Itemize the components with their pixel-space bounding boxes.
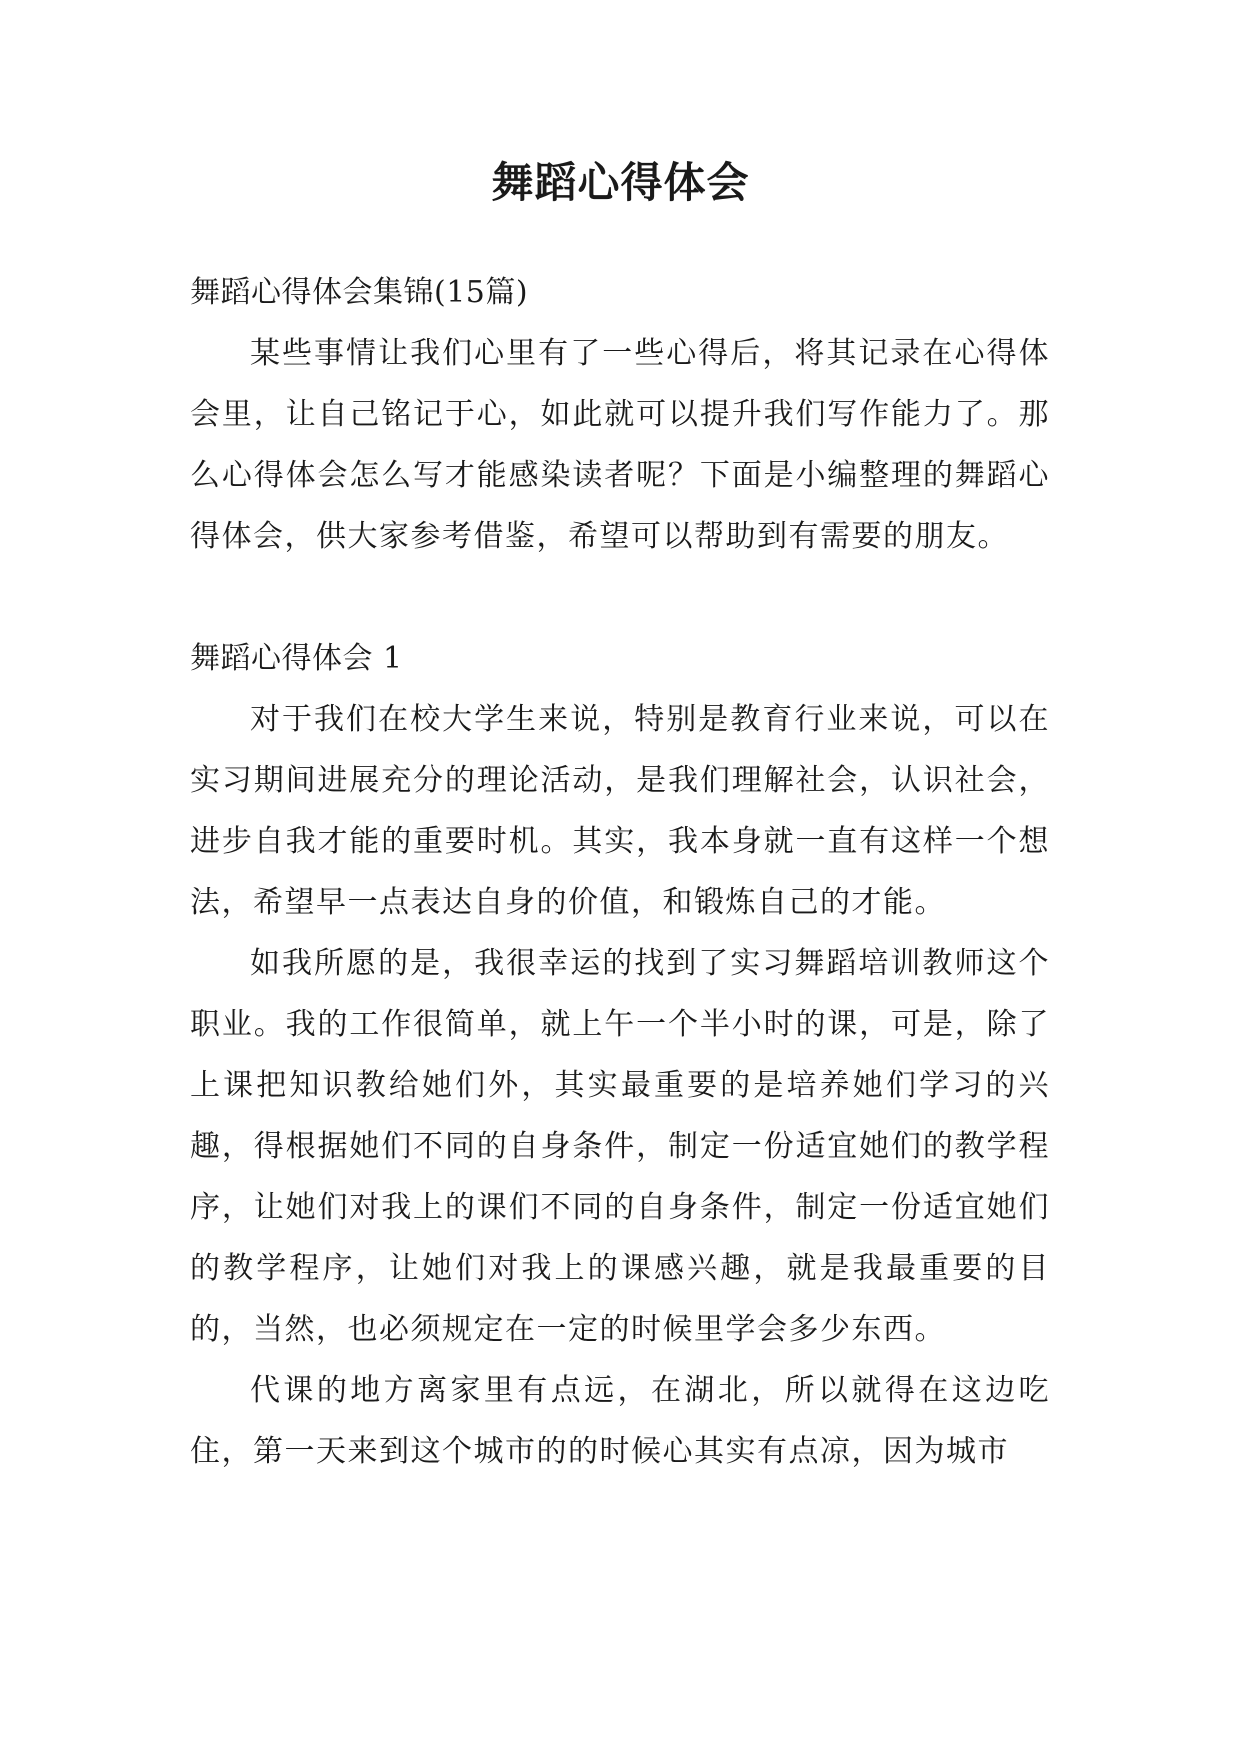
body-paragraph: 对于我们在校大学生来说，特别是教育行业来说，可以在实习期间进展充分的理论活动，是我们理解社会，认识社会，进步自我才能的重要时机。其实，我本身就一直有这样一个想法，希望早一点表达自身的价值，和锻炼自己的才能。 <box>190 702 1050 920</box>
body-paragraph: 如我所愿的是，我很幸运的找到了实习舞蹈培训教师这个职业。我的工作很简单，就上午一个半小时的课，可是，除了上课把知识教给她们外，其实最重要的是培养她们学习的兴趣，得根据她们不同的自身条件，制定一份适宜她们的教学程序，让她们对我上的课们不同的自身条件，制定一份适宜她们的教学程序，让她们对我上的课感兴趣，就是我最重要的目的，当然，也必须规定在一定的时候里学会多少东西。 <box>190 946 1050 1347</box>
section-heading: 舞蹈心得体会 1 <box>190 641 403 676</box>
body-paragraph: 代课的地方离家里有点远，在湖北，所以就得在这边吃住，第一天来到这个城市的的时候心其实有点凉，因为城市 <box>190 1373 1050 1469</box>
collection-subtitle: 舞蹈心得体会集锦(15篇) <box>190 275 529 310</box>
section-spacer <box>190 567 1050 628</box>
intro-paragraph: 某些事情让我们心里有了一些心得后，将其记录在心得体会里，让自己铭记于心，如此就可以提升我们写作能力了。那么心得体会怎么写才能感染读者呢？下面是小编整理的舞蹈心得体会，供大家参考借鉴，希望可以帮助到有需要的朋友。 <box>190 336 1050 554</box>
document-body <box>190 262 1050 1482</box>
document-title: 舞蹈心得体会 <box>491 158 750 207</box>
